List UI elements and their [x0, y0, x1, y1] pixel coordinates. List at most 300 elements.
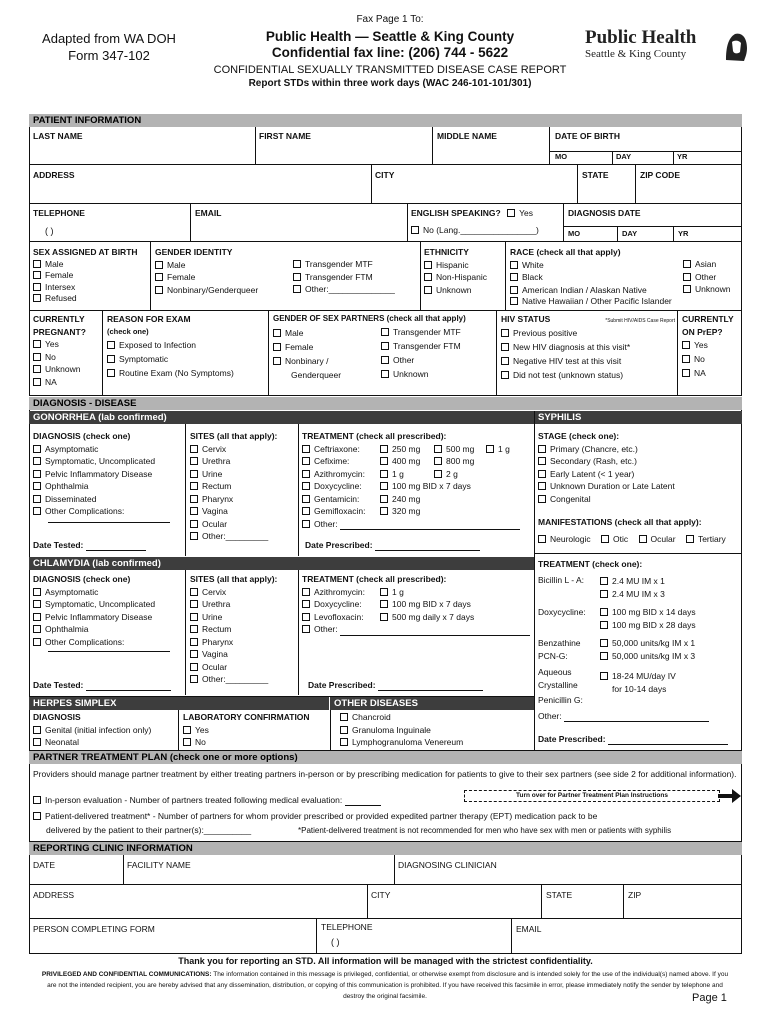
gon-gemi-checkbox[interactable]: [302, 507, 310, 515]
syph-congenital-checkbox[interactable]: [538, 495, 546, 503]
gender-female-label: Female: [167, 272, 196, 282]
gon-disseminated-label: Disseminated: [45, 493, 97, 504]
chl-site-rectum-label: Rectum: [202, 624, 232, 634]
gon-pid-checkbox[interactable]: [33, 470, 41, 478]
syph-aq-2: Crystalline: [538, 680, 578, 690]
chl-site-urethra-checkbox[interactable]: [190, 600, 198, 608]
gender-mtf-checkbox[interactable]: [293, 260, 301, 268]
gon-gent-label: Gentamicin:: [314, 493, 360, 504]
race-group: [510, 246, 672, 307]
hiv-new-checkbox[interactable]: [501, 343, 509, 351]
partner-other-checkbox[interactable]: [381, 356, 389, 364]
partner-option-2-cont: delivered by the patient to their partner(s):__________: [46, 825, 252, 835]
chl-azithro-label: Azithromycin:: [314, 586, 366, 597]
prep-yes-checkbox[interactable]: [682, 341, 690, 349]
chl-pid-label: Pelvic Inflammatory Disease: [45, 611, 153, 622]
syph-bic-3-checkbox[interactable]: [600, 590, 608, 598]
ethnicity-hispanic-checkbox[interactable]: [424, 261, 432, 269]
pregnant-group: [33, 313, 86, 388]
gon-cef-250-label: 250 mg: [392, 443, 421, 454]
sex-male-checkbox[interactable]: [33, 260, 41, 268]
pregnant-na-label: NA: [45, 376, 57, 387]
turn-over-note: Turn over for Partner Treatment Plan Instructions: [464, 790, 720, 802]
partner-male-checkbox[interactable]: [273, 329, 281, 337]
partner-female-label: Female: [285, 341, 314, 352]
syph-benz-1: Benzathine: [538, 638, 581, 648]
reason-group: [107, 313, 234, 380]
patient-delivered-checkbox[interactable]: [33, 812, 41, 820]
dob-mo: MO: [555, 152, 568, 161]
patient-section-header: PATIENT INFORMATION: [29, 114, 742, 127]
address-field[interactable]: [33, 184, 363, 200]
ethnicity-nonhispanic-label: Non-Hispanic: [436, 272, 488, 282]
english-no-checkbox[interactable]: [411, 226, 419, 234]
chl-treat-other-checkbox[interactable]: [302, 625, 310, 633]
clinic-person-label: PERSON COMPLETING FORM: [33, 924, 155, 934]
partner-female-checkbox[interactable]: [273, 343, 281, 351]
ethnicity-nonhispanic-checkbox[interactable]: [424, 273, 432, 281]
gon-site-other-checkbox[interactable]: [190, 532, 198, 540]
gon-cfx-800-checkbox[interactable]: [434, 457, 442, 465]
gender-female-checkbox[interactable]: [155, 273, 163, 281]
clinic-city-label: CITY: [371, 890, 391, 900]
gon-date-tested-field[interactable]: [86, 550, 146, 551]
ethnicity-title: ETHNICITY: [424, 247, 469, 257]
gon-site-other-label: Other:_________: [202, 531, 269, 541]
partner-nonbinary-cont: Genderqueer: [291, 369, 342, 380]
chl-other-checkbox[interactable]: [33, 638, 41, 646]
race-other-checkbox[interactable]: [683, 273, 691, 281]
gon-site-rectum-label: Rectum: [202, 481, 232, 491]
race-black-checkbox[interactable]: [510, 273, 518, 281]
chl-site-other-checkbox[interactable]: [190, 675, 198, 683]
lgv-label: Lymphogranuloma Venereum: [352, 737, 464, 747]
chl-site-cervix-label: Cervix: [202, 586, 227, 597]
gon-treat-other-field[interactable]: [340, 529, 520, 530]
gon-symptomatic-label: Symptomatic, Uncomplicated: [45, 456, 156, 466]
syph-secondary-label: Secondary (Rash, etc.): [550, 456, 637, 466]
gon-other-line[interactable]: [48, 522, 170, 523]
syph-ocular-label: Ocular: [650, 534, 676, 544]
race-asian-label: Asian: [695, 259, 717, 269]
syph-benz-dose-3-label: 50,000 units/kg IM x 3: [612, 650, 696, 661]
adapted-line-2: Form 347-102: [68, 48, 150, 63]
herpes-genital-label: Genital (initial infection only): [45, 724, 152, 735]
gon-symptomatic-checkbox[interactable]: [33, 457, 41, 465]
gon-azithro-checkbox[interactable]: [302, 470, 310, 478]
syph-date-prescribed: [538, 735, 728, 745]
chl-azi-1g-label: 1 g: [392, 586, 404, 597]
gon-gemi-dose-label: 320 mg: [392, 506, 421, 516]
syph-other-label: Other:: [538, 711, 562, 721]
partner-mtf-checkbox[interactable]: [381, 328, 389, 336]
chl-site-pharynx-checkbox[interactable]: [190, 638, 198, 646]
zip-label: ZIP CODE: [640, 170, 680, 180]
chlamydia-sites: [190, 573, 277, 686]
gonorrhea-treatment: [302, 430, 520, 530]
portrait-icon: [720, 28, 750, 62]
lgv-checkbox[interactable]: [340, 738, 348, 746]
hiv-title: HIV STATUS: [501, 314, 551, 324]
gon-doxy-dose-label: 100 mg BID x 7 days: [392, 481, 471, 491]
gon-site-urethra-checkbox[interactable]: [190, 457, 198, 465]
gender-ftm-checkbox[interactable]: [293, 273, 301, 281]
gon-cef-250-checkbox[interactable]: [380, 445, 388, 453]
syph-secondary-checkbox[interactable]: [538, 457, 546, 465]
gon-ceftriaxone-label: Ceftriaxone:: [314, 443, 360, 454]
gon-date-prescribed: [305, 541, 480, 551]
gon-site-cervix-label: Cervix: [202, 443, 227, 454]
gon-sites-title: SITES (all that apply):: [190, 431, 278, 441]
gon-site-urine-checkbox[interactable]: [190, 470, 198, 478]
sex-refused-label: Refused: [45, 293, 77, 303]
syphilis-header: SYPHILIS: [534, 411, 742, 424]
syph-bic-1-checkbox[interactable]: [600, 577, 608, 585]
hiv-negative-label: Negative HIV test at this visit: [513, 355, 622, 366]
english-speaking: [411, 209, 533, 219]
gender-identity-group: [155, 246, 258, 296]
gon-cfx-400-checkbox[interactable]: [380, 457, 388, 465]
diagnosis-date-label: DIAGNOSIS DATE: [568, 208, 641, 218]
pregnant-no-checkbox[interactable]: [33, 353, 41, 361]
adapted-line-1: Adapted from WA DOH: [42, 31, 176, 46]
form-title: CONFIDENTIAL SEXUALLY TRANSMITTED DISEASE CASE REPORT: [213, 63, 567, 76]
clinic-date-label: DATE: [33, 860, 56, 870]
syph-aq-1: Aqueous: [538, 667, 572, 677]
chl-doxy-checkbox[interactable]: [302, 600, 310, 608]
hiv-previous-checkbox[interactable]: [501, 329, 509, 337]
syph-otic-checkbox[interactable]: [601, 535, 609, 543]
gon-site-ocular-checkbox[interactable]: [190, 520, 198, 528]
syph-neuro-checkbox[interactable]: [538, 535, 546, 543]
gon-gent-dose-checkbox[interactable]: [380, 495, 388, 503]
syph-tertiary-label: Tertiary: [697, 534, 726, 544]
hiv-notest-checkbox[interactable]: [501, 371, 509, 379]
gender-ftm-label: Transgender FTM: [305, 271, 373, 282]
gon-azi-1g-checkbox[interactable]: [380, 470, 388, 478]
clinic-clinician-label: DIAGNOSING CLINICIAN: [398, 860, 497, 870]
reason-symptomatic-checkbox[interactable]: [107, 355, 115, 363]
other-diseases: [340, 711, 463, 749]
syph-bicillin: Bicillin L - A:: [538, 575, 584, 585]
gender-other-checkbox[interactable]: [293, 285, 301, 293]
syph-aq-dose-1: 18-24 MU/day IV: [612, 671, 676, 681]
gon-ophthalmia-label: Ophthalmia: [45, 481, 89, 491]
dob-day: DAY: [616, 152, 632, 161]
reason-routine-label: Routine Exam (No Symptoms): [119, 368, 234, 378]
gon-pid-label: Pelvic Inflammatory Disease: [45, 468, 153, 479]
sex-male-label: Male: [45, 258, 64, 269]
email-label: EMAIL: [195, 208, 222, 218]
partner-other-label: Other: [393, 355, 415, 365]
chl-date-tested: [33, 681, 171, 691]
other-diseases-header: OTHER DISEASES: [330, 697, 534, 710]
herpes-lab: [183, 711, 310, 749]
chl-site-rectum-checkbox[interactable]: [190, 625, 198, 633]
prep-group: [682, 313, 734, 380]
prep-no-label: No: [694, 354, 705, 364]
clinic-telephone-label: TELEPHONE: [321, 922, 373, 932]
city-label: CITY: [375, 170, 395, 180]
chl-site-ocular-checkbox[interactable]: [190, 663, 198, 671]
last-name-label: LAST NAME: [33, 131, 83, 141]
gon-treat-other-label: Other:: [314, 518, 338, 529]
reason-symptomatic-label: Symptomatic: [119, 354, 169, 364]
clinic-state-label: STATE: [546, 890, 573, 900]
gon-cef-1g-label: 1 g: [498, 443, 510, 454]
race-unknown-checkbox[interactable]: [683, 285, 691, 293]
gon-doxy-checkbox[interactable]: [302, 482, 310, 490]
partners-group-b: [381, 325, 461, 381]
sex-at-birth-title: SEX ASSIGNED AT BIRTH: [33, 247, 138, 257]
partner-male-label: Male: [285, 327, 304, 338]
pregnant-unknown-label: Unknown: [45, 364, 81, 374]
gon-cefixime-checkbox[interactable]: [302, 457, 310, 465]
arrow-right-icon: [718, 788, 742, 804]
chl-treat-other-field[interactable]: [340, 635, 530, 636]
gon-cef-500-checkbox[interactable]: [434, 445, 442, 453]
chl-sites-title: SITES (all that apply):: [190, 574, 278, 584]
reason-exposed-checkbox[interactable]: [107, 341, 115, 349]
english-yes-checkbox[interactable]: [507, 209, 515, 217]
race-white-checkbox[interactable]: [510, 261, 518, 269]
hiv-note: *Submit HIV/AIDS Case Report: [605, 318, 675, 324]
chl-azithro-checkbox[interactable]: [302, 588, 310, 596]
chl-date-prescribed-label: Date Prescribed:: [308, 680, 376, 690]
syph-aq-dose: [600, 670, 676, 695]
gender-male-label: Male: [167, 259, 186, 270]
diag-mo: MO: [568, 229, 581, 238]
gon-treat-title: TREATMENT (check all prescribed):: [302, 431, 447, 441]
sex-refused-checkbox[interactable]: [33, 294, 41, 302]
gon-azi-2g-label: 2 g: [446, 468, 458, 479]
fax-number: Confidential fax line: (206) 744 - 5622: [271, 44, 509, 60]
herpes-diagnosis: [33, 711, 151, 749]
race-black-label: Black: [522, 272, 543, 282]
race-other-label: Other: [695, 271, 717, 282]
syph-benz-dose-1-label: 50,000 units/kg IM x 1: [612, 638, 696, 648]
pregnant-na-checkbox[interactable]: [33, 378, 41, 386]
chl-site-vagina-checkbox[interactable]: [190, 650, 198, 658]
gon-gemi-dose-checkbox[interactable]: [380, 507, 388, 515]
middle-name-field[interactable]: [437, 146, 547, 162]
sex-female-checkbox[interactable]: [33, 271, 41, 279]
diagnosis-section-header: DIAGNOSIS - DISEASE: [29, 397, 742, 410]
syph-aq-checkbox[interactable]: [600, 672, 608, 680]
partner-nonbinary-checkbox[interactable]: [273, 357, 281, 365]
syph-benz-1-checkbox[interactable]: [600, 639, 608, 647]
english-yes-label: Yes: [519, 208, 533, 218]
partner-unknown-checkbox[interactable]: [381, 370, 389, 378]
english-no-label: No (Lang.________________): [423, 225, 539, 235]
herpes-lab-title: LABORATORY CONFIRMATION: [183, 712, 310, 722]
reason-title: REASON FOR EXAM: [107, 314, 191, 324]
gon-site-pharynx-label: Pharynx: [202, 493, 234, 504]
first-name-label: FIRST NAME: [259, 131, 311, 141]
syph-tertiary-checkbox[interactable]: [686, 535, 694, 543]
syph-benz-3-checkbox[interactable]: [600, 652, 608, 660]
ethnicity-unknown-checkbox[interactable]: [424, 286, 432, 294]
gon-asymptomatic-checkbox[interactable]: [33, 445, 41, 453]
gon-cef-1g-checkbox[interactable]: [486, 445, 494, 453]
herpes-lab-yes-label: Yes: [195, 724, 209, 735]
diag-yr: YR: [678, 229, 689, 238]
race-nhpi-checkbox[interactable]: [510, 297, 518, 305]
last-name-field[interactable]: [33, 146, 253, 162]
gon-other-checkbox[interactable]: [33, 507, 41, 515]
gender-nonbinary-label: Nonbinary/Genderqueer: [167, 284, 259, 295]
syph-doxy-28-checkbox[interactable]: [600, 621, 608, 629]
gon-gent-checkbox[interactable]: [302, 495, 310, 503]
granuloma-checkbox[interactable]: [340, 726, 348, 734]
sex-intersex-checkbox[interactable]: [33, 283, 41, 291]
prep-title-2: ON PrEP?: [682, 326, 723, 337]
herpes-lab-no-checkbox[interactable]: [183, 738, 191, 746]
chl-symptomatic-label: Symptomatic, Uncomplicated: [45, 599, 156, 609]
herpes-lab-yes-checkbox[interactable]: [183, 726, 191, 734]
reason-note: (check one): [107, 326, 149, 336]
chl-site-urine-label: Urine: [202, 611, 223, 622]
chancroid-checkbox[interactable]: [340, 713, 348, 721]
gender-nonbinary-checkbox[interactable]: [155, 286, 163, 294]
syph-neuro-label: Neurologic: [550, 534, 591, 544]
chl-levo-dose-label: 500 mg daily x 7 days: [392, 611, 475, 622]
clinic-telephone-field[interactable]: ( ): [331, 937, 340, 947]
gon-azi-2g-checkbox[interactable]: [434, 470, 442, 478]
partner-ftm-checkbox[interactable]: [381, 342, 389, 350]
chl-levo-label: Levofloxacin:: [314, 611, 364, 622]
herpes-header: HERPES SIMPLEX: [29, 697, 329, 710]
gon-date-prescribed-label: Date Prescribed:: [305, 540, 373, 550]
gender-mtf-label: Transgender MTF: [305, 259, 373, 269]
chl-symptomatic-checkbox[interactable]: [33, 600, 41, 608]
race-asian-checkbox[interactable]: [683, 260, 691, 268]
prep-na-checkbox[interactable]: [682, 369, 690, 377]
gon-site-pharynx-checkbox[interactable]: [190, 495, 198, 503]
gon-doxy-label: Doxycycline:: [314, 481, 362, 491]
chl-asymptomatic-label: Asymptomatic: [45, 586, 99, 597]
syph-doxy-doses: [600, 606, 696, 631]
pregnant-unknown-checkbox[interactable]: [33, 365, 41, 373]
chl-site-cervix-checkbox[interactable]: [190, 588, 198, 596]
syph-date-prescribed-label: Date Prescribed:: [538, 734, 606, 744]
chl-levo-dose-checkbox[interactable]: [380, 613, 388, 621]
gon-ceftriaxone-checkbox[interactable]: [302, 445, 310, 453]
gender-other-label: Other:______________: [305, 284, 395, 294]
sex-at-birth-group: [33, 246, 138, 305]
gon-site-urine-label: Urine: [202, 468, 223, 479]
gon-site-vagina-checkbox[interactable]: [190, 507, 198, 515]
chl-doxy-dose-checkbox[interactable]: [380, 600, 388, 608]
chl-levo-checkbox[interactable]: [302, 613, 310, 621]
herpes-genital-checkbox[interactable]: [33, 726, 41, 734]
syph-other: [538, 712, 709, 722]
gon-date-tested: [33, 541, 146, 551]
syph-late-latent-checkbox[interactable]: [538, 482, 546, 490]
syph-benz-doses: [600, 637, 695, 662]
gon-date-prescribed-field[interactable]: [375, 550, 480, 551]
gon-doxy-dose-checkbox[interactable]: [380, 482, 388, 490]
gon-cfx-400-label: 400 mg: [392, 456, 421, 466]
race-aian-checkbox[interactable]: [510, 286, 518, 294]
public-health-logo: [585, 28, 750, 68]
hiv-negative-checkbox[interactable]: [501, 357, 509, 365]
reason-routine-checkbox[interactable]: [107, 369, 115, 377]
race-white-label: White: [522, 259, 544, 270]
patient-delivered-label: Patient-delivered treatment* - Number of partners for whom provider prescribed or provided expedited partner therapy (EPT) medication pack to be: [45, 811, 598, 821]
syph-early-latent-label: Early Latent (< 1 year): [550, 468, 635, 479]
chl-date-tested-field[interactable]: [86, 690, 171, 691]
chl-other-label: Other Complications:: [45, 636, 125, 647]
partner-section-header: PARTNER TREATMENT PLAN (check one or more options): [29, 751, 742, 764]
pregnant-title-1: CURRENTLY: [33, 314, 85, 324]
chl-date-prescribed-field[interactable]: [378, 690, 483, 691]
agency-name: Public Health — Seattle & King County: [265, 28, 515, 44]
chl-azi-1g-checkbox[interactable]: [380, 588, 388, 596]
syph-manifest-title: MANIFESTATIONS (check all that apply):: [538, 517, 702, 527]
address-label: ADDRESS: [33, 170, 75, 180]
pregnant-yes-checkbox[interactable]: [33, 340, 41, 348]
syph-ocular-checkbox[interactable]: [639, 535, 647, 543]
in-person-label: In-person evaluation - Number of partners treated following medical evaluation:: [45, 795, 343, 805]
gon-site-vagina-label: Vagina: [202, 506, 228, 516]
syph-early-latent-checkbox[interactable]: [538, 470, 546, 478]
syph-benzathine: [538, 637, 581, 662]
gon-disseminated-checkbox[interactable]: [33, 495, 41, 503]
in-person-checkbox[interactable]: [33, 796, 41, 804]
chl-asymptomatic-checkbox[interactable]: [33, 588, 41, 596]
clinic-zip-label: ZIP: [628, 890, 642, 900]
gon-ophthalmia-checkbox[interactable]: [33, 482, 41, 490]
race-title: RACE (check all that apply): [510, 247, 621, 257]
syph-doxy-14-checkbox[interactable]: [600, 608, 608, 616]
gon-site-cervix-checkbox[interactable]: [190, 445, 198, 453]
page-number: Page 1: [692, 992, 727, 1004]
syph-stage-title: STAGE (check one):: [538, 431, 620, 441]
chl-doxy-label: Doxycycline:: [314, 599, 362, 609]
gender-male-checkbox[interactable]: [155, 261, 163, 269]
syph-treat-title: TREATMENT (check one):: [538, 559, 643, 569]
syph-date-prescribed-field[interactable]: [608, 744, 728, 745]
prep-yes-label: Yes: [694, 340, 708, 350]
chl-other-line[interactable]: [48, 651, 170, 652]
diag-day: DAY: [622, 229, 638, 238]
syph-primary-checkbox[interactable]: [538, 445, 546, 453]
telephone-field[interactable]: ( ): [45, 226, 54, 236]
ethnicity-hispanic-label: Hispanic: [436, 259, 469, 270]
in-person-count-field[interactable]: [345, 805, 381, 806]
syph-doxy: Doxycycline:: [538, 607, 586, 617]
footer-privacy-bold: PRIVILEGED AND CONFIDENTIAL COMMUNICATIONS:: [41, 971, 212, 978]
chl-ophthalmia-checkbox[interactable]: [33, 625, 41, 633]
gon-asymptomatic-label: Asymptomatic: [45, 443, 99, 454]
syph-primary-label: Primary (Chancre, etc.): [550, 443, 638, 454]
partner-ftm-label: Transgender FTM: [393, 341, 461, 351]
chl-site-urine-checkbox[interactable]: [190, 613, 198, 621]
chl-pid-checkbox[interactable]: [33, 613, 41, 621]
first-name-field[interactable]: [259, 146, 429, 162]
partner-intro: Providers should manage partner treatment by either treating partners in-person or by prescribing medication for patients to give to their sex partners (see side 2 for additional information).: [33, 769, 737, 779]
prep-no-checkbox[interactable]: [682, 355, 690, 363]
herpes-neonatal-checkbox[interactable]: [33, 738, 41, 746]
syph-other-field[interactable]: [564, 721, 709, 722]
gon-site-rectum-checkbox[interactable]: [190, 482, 198, 490]
herpes-neonatal-label: Neonatal: [45, 737, 80, 747]
gon-azithro-label: Azithromycin:: [314, 468, 366, 479]
gon-treat-other-checkbox[interactable]: [302, 520, 310, 528]
footer-privacy: [40, 969, 730, 1002]
partners-title: GENDER OF SEX PARTNERS (check all that apply): [273, 314, 466, 323]
